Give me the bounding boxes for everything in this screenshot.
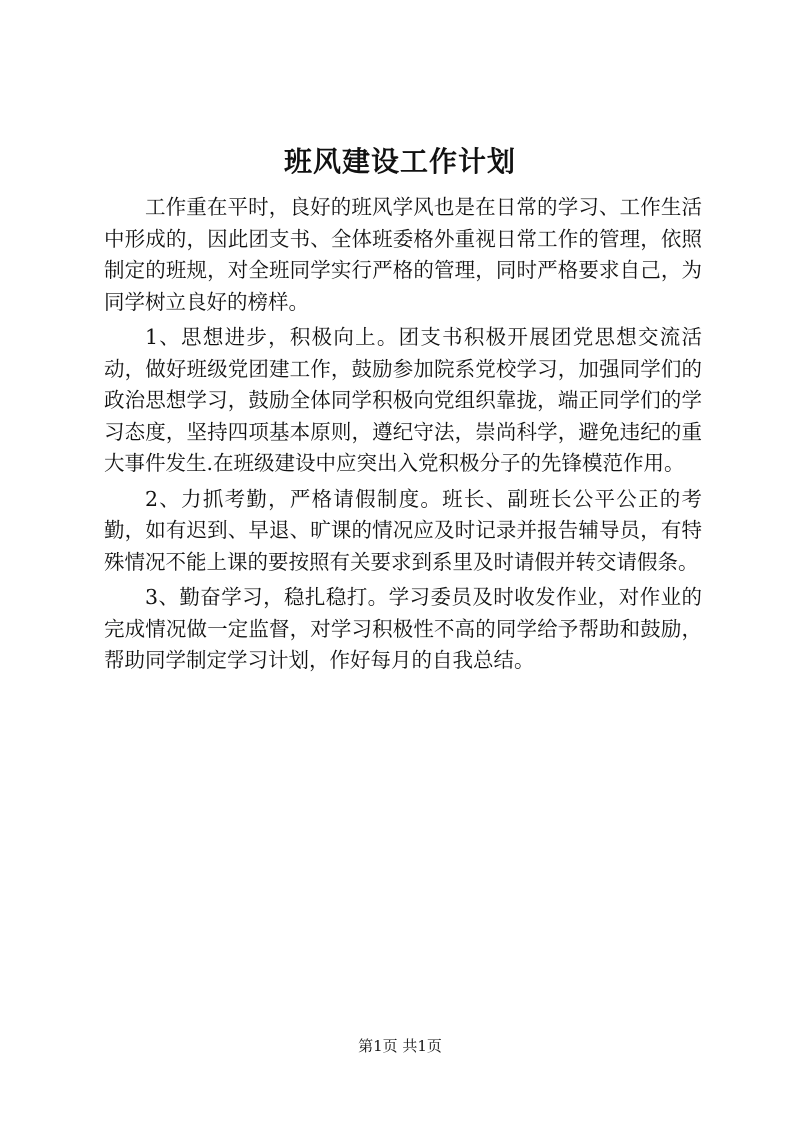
paragraph-intro: 工作重在平时，良好的班风学风也是在日常的学习、工作生活中形成的，因此团支书、全体班委格外重视日常工作的管理，依照制定的班规，对全班同学实行严格的管理，同时严格要求自己，为同学树立良好的榜样。: [104, 195, 702, 314]
document-title: 班风建设工作计划: [283, 145, 516, 178]
paragraph-item-2: 2、力抓考勤，严格请假制度。班长、副班长公平公正的考勤，如有迟到、早退、旷课的情况应及时记录并报告辅导员，有特殊情况不能上课的要按照有关要求到系里及时请假并转交请假条。: [104, 486, 702, 574]
paragraph-item-1: 1、思想进步，积极向上。团支书积极开展团党思想交流活动，做好班级党团建工作，鼓励参加院系党校学习，加强同学们的政治思想学习，鼓励全体同学积极向党组织靠拢，端正同学们的学习态度，坚持四项基本原则，遵纪守法，崇尚科学，避免违纪的重大事件发生.在班级建设中应突出入党积极分子的先锋模范作用。: [104, 325, 702, 475]
paragraph-item-3: 3、勤奋学习，稳扎稳打。学习委员及时收发作业，对作业的完成情况做一定监督，对学习积极性不高的同学给予帮助和鼓励，帮助同学制定学习计划，作好每月的自我总结。: [104, 585, 702, 672]
document-body: [104, 192, 702, 681]
page-footer: 第1页 共1页: [358, 1037, 442, 1055]
